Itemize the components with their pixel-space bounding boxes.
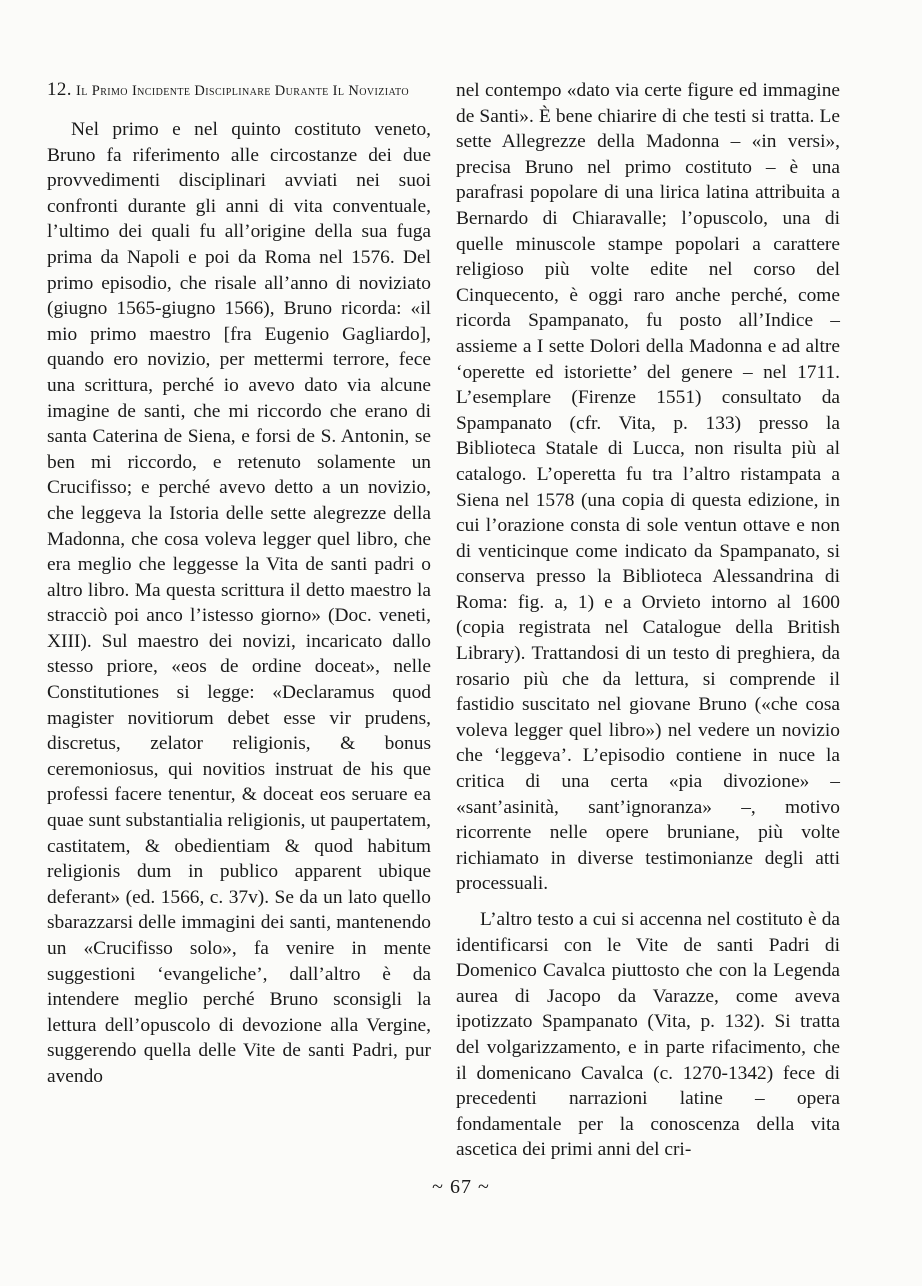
right-column (456, 78, 840, 1163)
section-heading (47, 78, 431, 103)
right-paragraph-1: nel contempo «dato via certe figure ed immagine de Santi». È bene chiarire di che testi si tratta. Le sette Allegrezze della Madonna – «in versi», precisa Bruno nel primo costituto – è una parafrasi popolare di una lirica latina attribuita a Bernardo di Chiaravalle; l’opuscolo, una di quelle minuscole stampe popolari a carattere religioso più volte edite nel corso del Cinquecento, è oggi raro anche perché, come ricorda Spampanato, fu posto all’Indice – assieme a I sette Dolori della Madonna e ad altre ‘operette ed istoriette’ del genere – nel 1711. L’esemplare (Firenze 1551) consultato da Spampanato (cfr. Vita, p. 133) presso la Biblioteca Statale di Lucca, non risulta più al catalogo. L’operetta fu tra l’altro ristampata a Siena nel 1578 (una copia di questa edizione, in cui l’orazione consta di sole ventun ottave e non di venticinque come indicato da Spampanato, si conserva presso la Biblioteca Alessandrina di Roma: fig. a, 1) e a Orvieto intorno al 1600 (copia registrata nel Catalogue della British Library). Trattandosi di un testo di preghiera, da rosario più che da lettura, si comprende il fastidio suscitato nel giovane Bruno («che cosa voleva legger quel libro») nel vedere un novizio che ‘leggeva’. L’episodio contiene in nuce la critica di una certa «pia divozione» – «sant’asinità, sant’ignoranza» –, motivo ricorrente nelle opere bruniane, più volte richiamato in diverse testimonianze degli atti processuali. (456, 80, 840, 895)
section-number: 12. (47, 79, 72, 100)
left-paragraph: Nel primo e nel quinto costituto veneto, Bruno fa riferimento alle circostanze dei due provvedimenti disciplinari avviati nei suoi confronti durante gli anni di vita conventuale, l’ultimo dei quali fu all’origine della sua fuga prima da Napoli e poi da Roma nel 1576. Del primo episodio, che risale all’anno di noviziato (giugno 1565-giugno 1566), Bruno ricorda: «il mio primo maestro [fra Eugenio Gagliardo], quando ero novizio, per mettermi terrore, fece una scrittura, perché io avevo dato via alcune imagine de santi, che mi riccordo che erano di santa Caterina de Siena, e forsi de S. Antonin, se ben mi riccordo, e retenuto solamente un Crucifisso; e perché avevo detto a un novizio, che leggeva la Istoria delle sette alegrezze della Madonna, che cosa voleva legger quel libro, che era meglio che leggesse la Vita de santi padri o altro libro. Ma questa scrittura il detto maestro la stracciò poi anco l’istesso giorno» (Doc. veneti, XIII). Sul maestro dei novizi, incaricato dallo stesso priore, «eos de ordine doceat», nelle Constitutiones si legge: «Declaramus quod magister novitiorum debet esse vir prudens, discretus, zelator religionis, & bonus ceremoniosus, qui novitios instruat de his que professi facere tenentur, & doceat eos seruare ea quae sunt substantialia religionis, ut paupertatem, castitatem, & obedientiam & quod habitum religionis dum in publico apparent ubique deferant» (ed. 1566, c. 37v). Se da un lato quello sbarazzarsi delle immagini dei santi, mantenendo un «Crucifisso solo», fa venire in mente suggestioni ‘evangeliche’, dall’altro è da intendere meglio perché Bruno sconsigli la lettura dell’opuscolo di devozione alla Vergine, suggerendo quella delle Vite de santi Padri, pur avendo (47, 119, 431, 1087)
page-number: ~ 67 ~ (432, 1176, 490, 1198)
left-column (47, 78, 431, 1090)
section-title: Il Primo Incidente Disciplinare Durante Il Noviziato (75, 83, 409, 99)
right-paragraph-2: L’altro testo a cui si accenna nel costituto è da identificarsi con le Vite de santi Padri di Domenico Cavalca piuttosto che con la Legenda aurea di Jacopo da Varazze, come aveva ipotizzato Spampanato (Vita, p. 132). Si tratta del volgarizzamento, e in parte rifacimento, che il domenicano Cavalca (c. 1270-1342) fece di precedenti narrazioni latine – opera fondamentale per la conoscenza della vita ascetica dei primi anni del cri- (456, 909, 840, 1161)
